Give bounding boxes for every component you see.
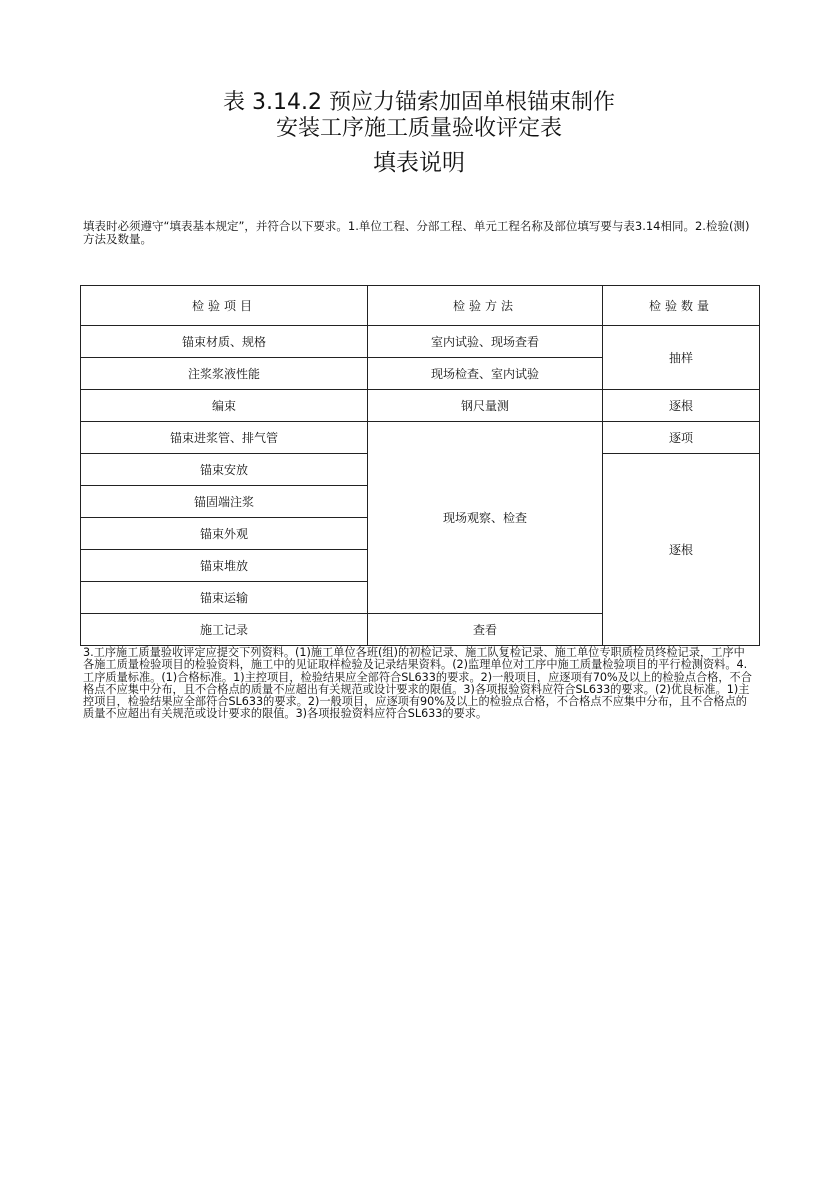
table-row <box>81 422 760 454</box>
method-cell: 现场检查、室内试验 <box>368 358 603 390</box>
item-cell: 编束 <box>81 390 368 422</box>
item-cell: 锚束安放 <box>81 454 368 486</box>
method-cell: 钢尺量测 <box>368 390 603 422</box>
item-cell: 锚束材质、规格 <box>81 326 368 358</box>
table-row <box>81 390 760 422</box>
item-cell: 锚束进浆管、排气管 <box>81 422 368 454</box>
header-cell: 检验项目 <box>81 286 368 326</box>
quantity-cell: 逐项 <box>603 422 760 454</box>
notes-paragraph: 3.工序施工质量验收评定应提交下列资料。(1)施工单位各班(组)的初检记录、施工队复检记录、施工单位专职质检员终检记录，工序中各施工质量检验项目的检验资料，施工中的见证取样检验及记录结果资料。(2)监理单位对工序中施工质量检验项目的平行检测资料。4.工序质量标准。(1)合格标准。1)主控项目，检验结果应全部符合SL633的要求。2)一般项目，应逐项有70%及以上的检验点合格，不合格点不应集中分布，且不合格点的质量不应超出有关规范或设计要求的限值。3)各项报验资料应符合SL633的要求。(2)优良标准。1)主控项目，检验结果应全部符合SL633的要求。2)一般项目，应逐项有90%及以上的检验点合格，不合格点不应集中分布，且不合格点的质量不应超出有关规范或设计要求的限值。3)各项报验资料应符合SL633的要求。 <box>83 646 752 721</box>
quantity-cell: 逐根 <box>603 454 760 646</box>
quantity-cell: 逐根 <box>603 390 760 422</box>
header-cell: 检验方法 <box>368 286 603 326</box>
item-cell: 锚束堆放 <box>81 550 368 582</box>
table-header-row <box>81 286 760 326</box>
item-cell: 锚固端注浆 <box>81 486 368 518</box>
intro-paragraph: 填表时必须遵守“填表基本规定”，并符合以下要求。1.单位工程、分部工程、单元工程名称及部位填写要与表3.14相同。2.检验(测)方法及数量。 <box>83 219 750 246</box>
header-cell: 检验数量 <box>603 286 760 326</box>
method-cell: 现场观察、检查 <box>368 422 603 614</box>
item-cell: 锚束外观 <box>81 518 368 550</box>
method-cell: 查看 <box>368 614 603 646</box>
item-cell: 施工记录 <box>81 614 368 646</box>
document-title-line2: 安装工序施工质量验收评定表 <box>275 116 562 141</box>
inspection-table <box>80 285 760 646</box>
document-subtitle: 填表说明 <box>373 150 465 176</box>
item-cell: 锚束运输 <box>81 582 368 614</box>
method-cell: 室内试验、现场查看 <box>368 326 603 358</box>
quantity-cell: 抽样 <box>603 326 760 390</box>
table-row <box>81 326 760 358</box>
document-title-line1: 表 3.14.2 预应力锚索加固单根锚束制作 <box>223 90 615 115</box>
item-cell: 注浆浆液性能 <box>81 358 368 390</box>
